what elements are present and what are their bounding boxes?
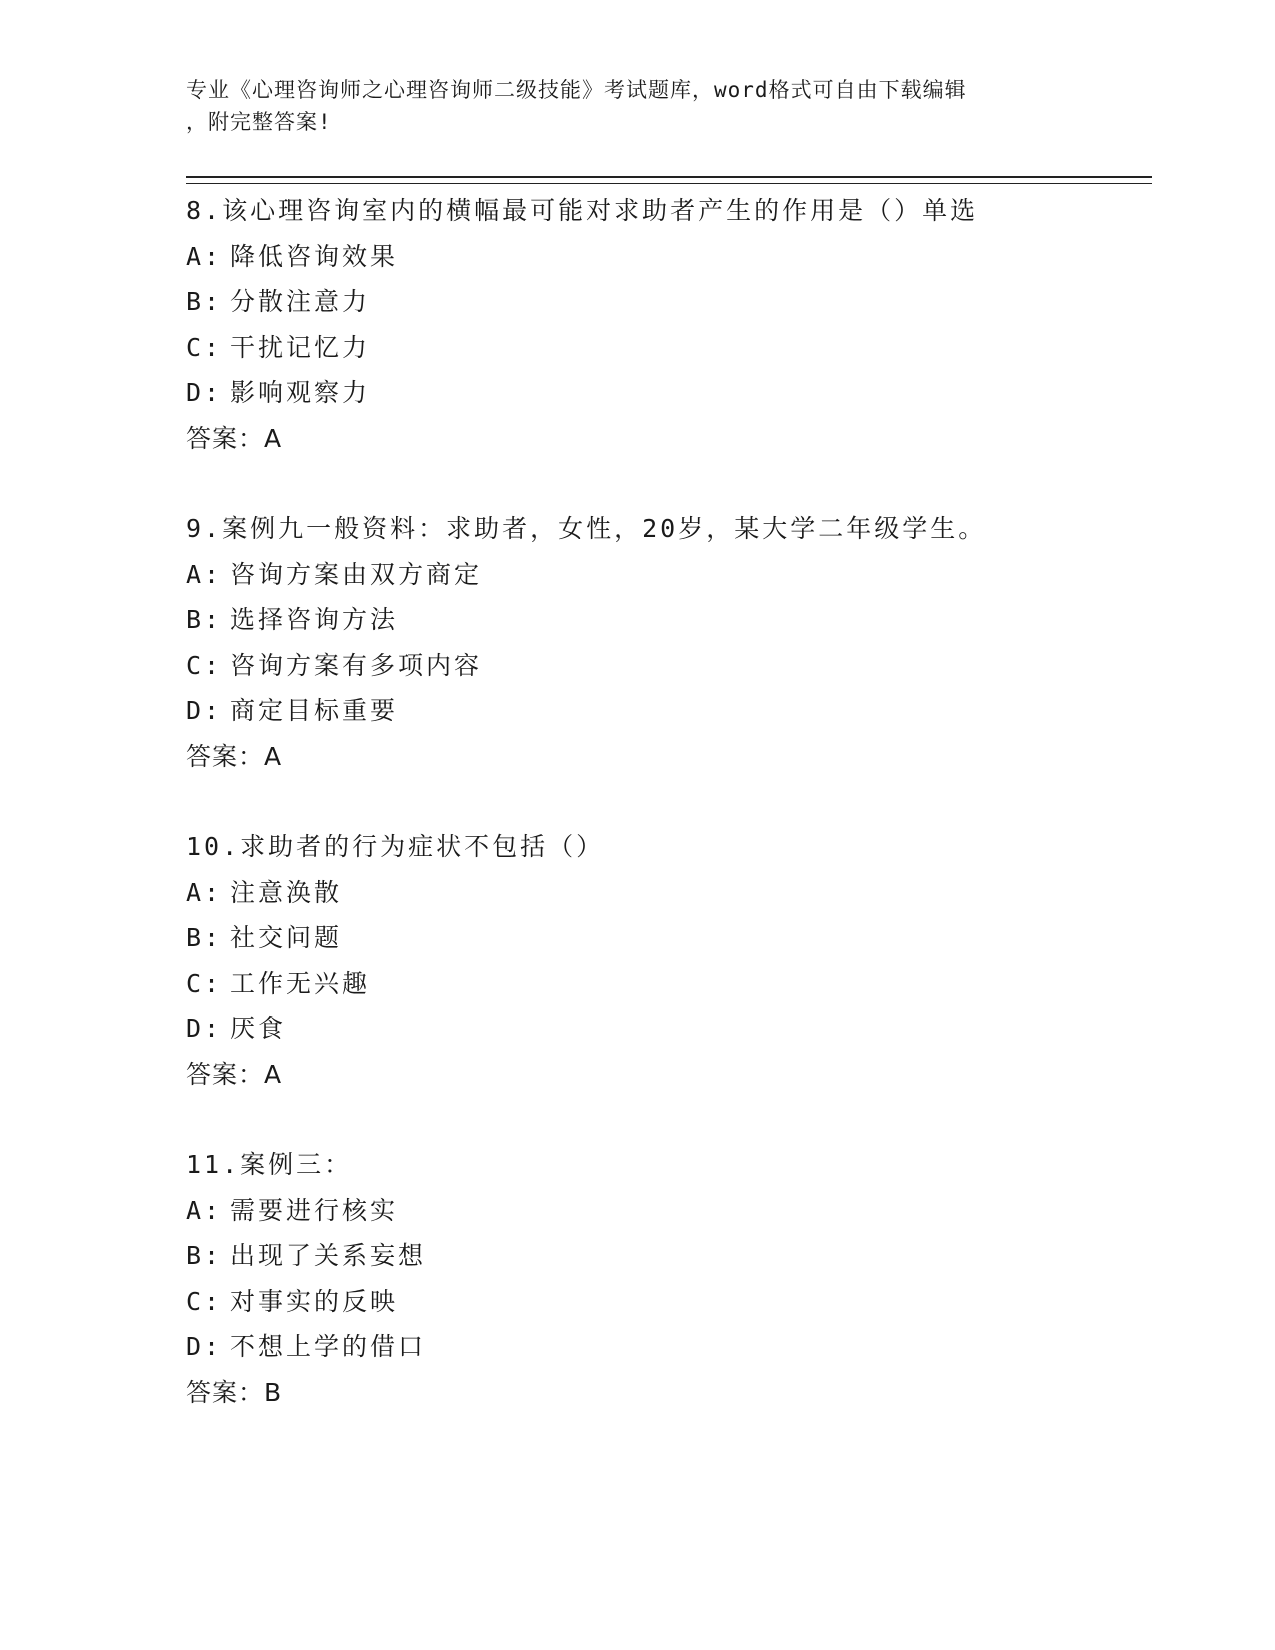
option-text: 厌食 [230,1014,287,1043]
question-stem: 8.该心理咨询室内的横幅最可能对求助者产生的作用是（）单选 [186,196,979,225]
option-text: 咨询方案由双方商定 [230,559,483,589]
header-divider [186,176,1152,184]
option-c [186,961,1186,1007]
option-d [186,1006,1186,1052]
option-a [186,234,1186,280]
option-a [186,1188,1186,1234]
option-text: 分散注意力 [230,287,371,316]
option-letter: A: [186,877,223,907]
option-letter: C: [186,650,223,680]
option-text: 社交问题 [230,923,343,952]
answer: 答案：B [186,1377,283,1407]
question-stem: 10.求助者的行为症状不包括（） [186,832,605,861]
option-a [186,870,1186,916]
option-text: 选择咨询方法 [230,605,399,634]
option-text: 注意涣散 [230,877,343,907]
option-letter: A: [186,559,223,589]
option-c [186,643,1186,689]
option-letter: A: [186,1195,223,1225]
option-letter: D: [186,696,223,725]
option-d [186,688,1186,734]
option-b [186,279,1186,325]
option-letter: C: [186,332,223,362]
answer: 答案：A [186,1059,283,1089]
document-header [186,74,1086,138]
option-letter: D: [186,378,223,407]
option-text: 对事实的反映 [230,1286,399,1316]
option-text: 干扰记忆力 [230,332,371,362]
answer: 答案：A [186,423,283,453]
question-stem: 11.案例三： [186,1150,353,1179]
option-text: 影响观察力 [230,378,371,407]
option-letter: B: [186,1241,223,1270]
option-a [186,552,1186,598]
option-c [186,1279,1186,1325]
question-10 [186,824,1186,1097]
option-text: 出现了关系妄想 [230,1241,427,1270]
option-d [186,1324,1186,1370]
option-letter: B: [186,605,223,634]
question-11 [186,1142,1186,1415]
option-text: 商定目标重要 [230,696,399,725]
option-letter: A: [186,241,223,271]
answer: 答案：A [186,741,283,771]
option-text: 降低咨询效果 [230,241,399,271]
question-8 [186,188,1186,461]
option-letter: B: [186,923,223,952]
option-letter: C: [186,1286,223,1316]
question-stem: 9.案例九一般资料：求助者，女性，20岁，某大学二年级学生。 [186,514,987,543]
option-text: 不想上学的借口 [230,1332,427,1361]
option-b [186,915,1186,961]
option-text: 需要进行核实 [230,1195,399,1225]
option-text: 咨询方案有多项内容 [230,650,483,680]
option-b [186,597,1186,643]
option-d [186,370,1186,416]
option-b [186,1233,1186,1279]
header-line-1: 专业《心理咨询师之心理咨询师二级技能》考试题库，word格式可自由下载编辑 [186,78,967,102]
option-letter: D: [186,1014,223,1043]
option-c [186,325,1186,371]
question-9 [186,506,1186,779]
option-letter: D: [186,1332,223,1361]
header-line-2: ，附完整答案! [186,110,332,134]
option-letter: C: [186,968,223,998]
option-text: 工作无兴趣 [230,968,371,998]
option-letter: B: [186,287,223,316]
